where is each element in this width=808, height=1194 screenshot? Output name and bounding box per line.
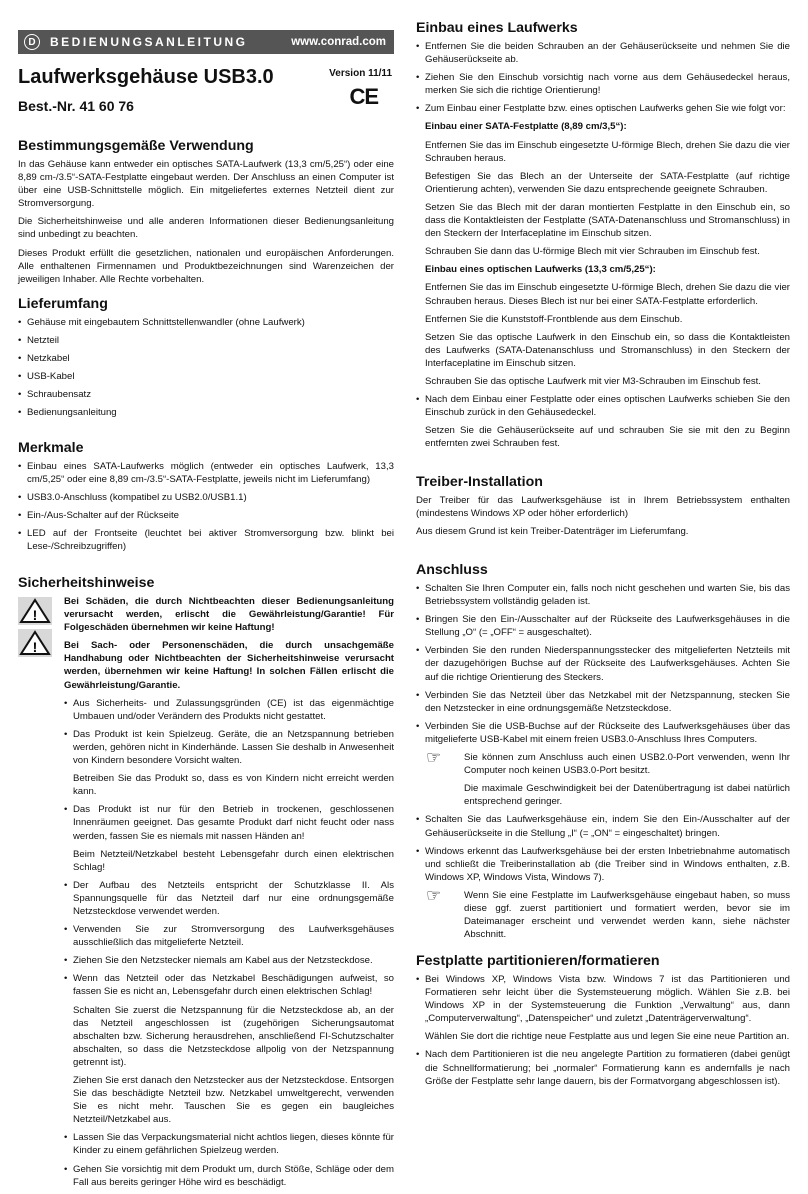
section-treiber <box>416 474 790 543</box>
section-anschluss <box>416 562 790 946</box>
list-item: • Schraubensatz <box>18 388 394 401</box>
paragraph: Beim Netzteil/Netzkabel besteht Lebensgefahr durch einen elektrischen Schlag! <box>73 848 394 873</box>
paragraph: Setzen Sie die Gehäuserückseite auf und schrauben Sie sie mit den zu Beginn entfernten zwei Schrauben fest. <box>425 425 790 450</box>
paragraph: Ziehen Sie erst danach den Netzstecker aus der Netzsteckdose. Entsorgen Sie das beschädigte Netzteil bzw. Netzkabel umweltgerecht, verwenden Sie es nicht mehr. Tauschen Sie es gegen ein baugleiches Netzteil/Netzkabel aus. <box>73 1075 394 1126</box>
list-item: • Ein-/Aus-Schalter auf der Rückseite <box>18 509 394 522</box>
list-item: • Aus Sicherheits- und Zulassungsgründen (CE) ist das eigenmächtige Umbauen und/oder Verändern des Produkts nicht gestattet. <box>64 697 394 723</box>
paragraph: Betreiben Sie das Produkt so, dass es von Kindern nicht erreicht werden kann. <box>73 773 394 798</box>
install-list <box>416 40 790 115</box>
section-title: Lieferumfang <box>18 296 108 312</box>
section-lieferumfang <box>18 296 394 425</box>
subheading: Einbau einer SATA-Festplatte (8,89 cm/3,5“): <box>425 121 627 133</box>
list-item: • Verbinden Sie das Netzteil über das Netzkabel mit der Netzspannung, stecken Sie den Netzstecker in eine ordnungsgemäße Netzsteckdose. <box>416 689 790 715</box>
paragraph: Entfernen Sie die Kunststoff-Frontblende aus dem Einschub. <box>425 313 683 325</box>
partition-list-2 <box>416 1048 790 1087</box>
list-item: • Ziehen Sie den Netzstecker niemals am Kabel aus der Netzsteckdose. <box>64 954 394 967</box>
section-title: Merkmale <box>18 440 84 456</box>
language-badge: D <box>24 34 40 50</box>
list-item: • Entfernen Sie die beiden Schrauben an der Gehäuserückseite und nehmen Sie die Gehäuserückseite ab. <box>416 40 790 66</box>
list-item: • Das Produkt ist kein Spielzeug. Geräte, die an Netzspannung betrieben werden, gehören nicht in Kinderhände. Lassen Sie deshalb in Anwesenheit von Kindern besondere Vorsicht walten. <box>64 728 394 767</box>
list-item: • Ziehen Sie den Einschub vorsichtig nach vorne aus dem Gehäusedeckel heraus, merken Sie sich die richtige Orientierung! <box>416 71 790 97</box>
svg-text:!: ! <box>32 639 38 655</box>
svg-text:!: ! <box>32 607 38 623</box>
section-sicherheit <box>18 575 394 1194</box>
subheading: Einbau eines optischen Laufwerks (13,3 cm/5,25“): <box>425 264 656 276</box>
paragraph: Setzen Sie das Blech mit der daran montierten Festplatte in den Einschub ein, so dass die Kontaktleisten der Festplatte (SATA-Datenanschluss und Stromanschluss) in den Steckern der Interfaceplatine im Einschub sitzen. <box>425 201 790 240</box>
list-item: • Nach dem Partitionieren ist die neu angelegte Partition zu formatieren (dabei genügt die Schnellformatierung; bei „normaler“ Formatierung kann es andernfalls je nach Größe der Festplatte sehr lange dauern, bis der Formatvorgang abgeschlossen ist). <box>416 1048 790 1087</box>
list-item: • Windows erkennt das Laufwerksgehäuse bei der ersten Inbetriebnahme automatisch und schließt die Treiberinstallation ab (die Treiber sind in Windows enthalten, z.B. Windows XP, Windows Vista, Windows 7). <box>416 845 790 884</box>
paragraph: Setzen Sie das optische Laufwerk in den Einschub ein, so dass die Kontaktleisten des Laufwerks (SATA-Datenanschluss und Stromanschluss) in den Steckern der Interfaceplatine im Einschub sitzen. <box>425 331 790 369</box>
list-item: • Verbinden Sie den runden Niederspannungsstecker des mitgelieferten Netzteils mit der dazugehörigen Buchse auf der Rückseite des Laufwerksgehäuses. Achten Sie auf die richtige Orientierung des Steckers. <box>416 644 790 683</box>
list-item: • Zum Einbau einer Festplatte bzw. eines optischen Laufwerks gehen Sie wie folgt vor: <box>416 102 790 115</box>
tip-block <box>416 885 790 941</box>
tip-text: Die maximale Geschwindigkeit bei der Datenübertragung ist dabei natürlich entsprechend geringer. <box>464 783 790 808</box>
list-item: • Der Aufbau des Netzteils entspricht der Schutzklasse II. Als Spannungsquelle für das Netzteil darf nur eine ordnungsgemäße Netzsteckdose verwendet werden. <box>64 879 394 918</box>
list-item: • Schalten Sie Ihren Computer ein, falls noch nicht geschehen und warten Sie, bis das Betriebssystem vollständig geladen ist. <box>416 582 790 608</box>
list-item: • Netzteil <box>18 334 394 347</box>
list-item: • Gehen Sie vorsichtig mit dem Produkt um, durch Stöße, Schläge oder dem Fall aus bereits geringer Höhe wird es beschädigt. <box>64 1163 394 1189</box>
list-item: • USB3.0-Anschluss (kompatibel zu USB2.0/USB1.1) <box>18 491 394 504</box>
paragraph: In das Gehäuse kann entweder ein optisches SATA-Laufwerk (13,3 cm/5,25“) oder eine 8,89 cm-/3.5“-SATA-Festplatte eingebaut werden. Der Anschluss an einen Computer ist über eine USB-Schnittstelle möglich. Ein mitgeliefertes externes Netzteil dient zur Stromversorgung. <box>18 159 394 210</box>
delivery-list <box>18 316 394 420</box>
paragraph: Wählen Sie dort die richtige neue Festplatte aus und legen Sie eine neue Partition an. <box>425 1031 790 1043</box>
paragraph: Entfernen Sie das im Einschub eingesetzte U-förmige Blech, drehen Sie dazu die vier Schrauben heraus. <box>425 139 790 164</box>
paragraph: Befestigen Sie das Blech an der Unterseite der SATA-Festplatte (auf richtige Orientierung achten), verwenden Sie dazu entsprechende geeignete Schrauben. <box>425 170 790 195</box>
section-einbau <box>416 20 790 455</box>
list-item: • Lassen Sie das Verpackungsmaterial nicht achtlos liegen, dieses könnte für Kinder zu einem gefährlichen Spielzeug werden. <box>64 1131 394 1157</box>
list-item: • Verwenden Sie zur Stromversorgung des Laufwerksgehäuses ausschließlich das mitgelieferte Netzteil. <box>64 923 394 949</box>
list-item: • Bedienungsanleitung <box>18 406 394 419</box>
section-bestimmung <box>18 138 394 291</box>
pointing-hand-icon: ☞ <box>426 885 442 905</box>
tip-block <box>416 748 790 808</box>
pointing-hand-icon: ☞ <box>426 748 442 768</box>
list-item: • Einbau eines SATA-Laufwerks möglich (entweder ein optisches Laufwerk, 13,3 cm/5,25“ oder eine 8,89 cm-/3.5“-SATA-Festplatte, jeweils nicht im Lieferumfang) <box>18 460 394 486</box>
connect-list-2 <box>416 813 790 883</box>
paragraph: Dieses Produkt erfüllt die gesetzlichen, nationalen und europäischen Anforderungen. Alle enthaltenen Firmennamen und Produktbezeichnungen sind Warenzeichen der jeweiligen Inhaber. Alle Rechte vorbehalten. <box>18 247 394 285</box>
header-banner <box>18 30 394 54</box>
list-item: • USB-Kabel <box>18 370 394 383</box>
section-title: Anschluss <box>416 562 488 578</box>
section-title: Festplatte partitionieren/formatieren <box>416 953 660 969</box>
section-title: Einbau eines Laufwerks <box>416 20 578 36</box>
safety-list <box>64 697 394 1189</box>
list-item: • Wenn das Netzteil oder das Netzkabel Beschädigungen aufweist, so fassen Sie es nicht an, Lebensgefahr durch einen elektrischen Schlag! <box>64 972 394 998</box>
partition-list <box>416 973 790 1025</box>
warning-text: Bei Sach- oder Personenschäden, die durch unsachgemäße Handhabung oder Nichtbeachten der Sicherheitshinweise verursacht werden, übernehmen wir keine Haftung! In solchen Fällen erlischt die Gewährleistung/Garantie. <box>64 640 394 691</box>
header-title: BEDIENUNGSANLEITUNG <box>50 35 248 49</box>
paragraph: Entfernen Sie das im Einschub eingesetzte U-förmige Blech, drehen Sie dazu die vier Schrauben heraus. Dieses Blech ist nur bei einer SATA-Festplatte erforderlich. <box>425 282 790 307</box>
header-url: www.conrad.com <box>291 36 386 48</box>
title-block <box>18 66 394 126</box>
feature-list <box>18 460 394 554</box>
warning-block <box>18 595 394 1189</box>
list-item: • Nach dem Einbau einer Festplatte oder eines optischen Laufwerks schieben Sie den Einschub zurück in den Gehäusedeckel. <box>416 393 790 419</box>
warning-triangle-icon <box>18 597 52 625</box>
install-list-2 <box>416 393 790 419</box>
version-label: Version 11/11 <box>329 68 392 79</box>
list-item: • Das Produkt ist nur für den Betrieb in trockenen, geschlossenen Innenräumen geeignet. Das gesamte Produkt darf nicht feucht oder nass werden, fassen Sie es niemals mit nassen Händen an! <box>64 803 394 842</box>
tip-text: Wenn Sie eine Festplatte im Laufwerksgehäuse eingebaut haben, so muss diese ggf. zuerst partitioniert und formatiert werden, bevor sie im Dateimanager erscheint und verwendet werden kann, siehe nächster Abschnitt. <box>464 889 790 941</box>
paragraph: Schrauben Sie dann das U-förmige Blech mit vier Schrauben im Einschub fest. <box>425 246 760 258</box>
list-item: • Netzkabel <box>18 352 394 365</box>
tip-text: Sie können zum Anschluss auch einen USB2.0-Port verwenden, wenn Ihr Computer noch keinen USB3.0-Port besitzt. <box>464 752 790 777</box>
paragraph: Schalten Sie zuerst die Netzspannung für die Netzsteckdose ab, an der das Netzteil angeschlossen ist (zugehörigen Sicherungsautomat abschalten bzw. Sicherung herausdrehen, anschließend FI-Schutzschalter abschalten, so dass die Netzsteckdose allpolig von der Netzspannung getrennt ist). <box>73 1004 394 1068</box>
warning-text: Bei Schäden, die durch Nichtbeachten dieser Bedienungsanleitung verursacht werden, erlischt die Gewährleistung/Garantie! Für Folgeschäden übernehmen wir keine Haftung! <box>64 596 394 634</box>
ce-mark-icon: CE <box>349 84 378 109</box>
section-title: Sicherheitshinweise <box>18 575 155 591</box>
section-merkmale <box>18 440 394 559</box>
list-item: • Bei Windows XP, Windows Vista bzw. Windows 7 ist das Partitionieren und Formatieren sehr leicht über die Systemsteuerung möglich. Wählen Sie z.B. bei Windows XP in der Systemsteuerung die Funktion „Verwaltung“ aus, dann „Computerverwaltung“, „Datenspeicher“ und zuletzt „Datenträgerverwaltung“. <box>416 973 790 1025</box>
list-item: • Gehäuse mit eingebautem Schnittstellenwandler (ohne Laufwerk) <box>18 316 394 329</box>
connect-list <box>416 582 790 746</box>
paragraph: Der Treiber für das Laufwerksgehäuse ist in Ihrem Betriebssystem enthalten (mindestens Windows XP oder höher erforderlich) <box>416 495 790 520</box>
list-item: • Schalten Sie das Laufwerksgehäuse ein, indem Sie den Ein-/Ausschalter auf der Gehäuserückseite in die Stellung „I“ (= „ON“ = eingeschaltet) bringen. <box>416 813 790 839</box>
section-partition <box>416 953 790 1093</box>
paragraph: Schrauben Sie das optische Laufwerk mit vier M3-Schrauben im Einschub fest. <box>425 375 761 387</box>
product-title: Laufwerksgehäuse USB3.0 <box>18 66 274 88</box>
paragraph: Die Sicherheitshinweise und alle anderen Informationen dieser Bedienungsanleitung sind unbedingt zu beachten. <box>18 216 394 241</box>
paragraph: Aus diesem Grund ist kein Treiber-Datenträger im Lieferumfang. <box>416 526 689 538</box>
section-title: Bestimmungsgemäße Verwendung <box>18 138 254 154</box>
list-item: • LED auf der Frontseite (leuchtet bei aktiver Stromversorgung bzw. blinkt bei Lese-/Schreibzugriffen) <box>18 527 394 553</box>
warning-triangle-icon <box>18 629 52 657</box>
order-number: Best.-Nr. 41 60 76 <box>18 98 134 114</box>
list-item: • Verbinden Sie die USB-Buchse auf der Rückseite des Laufwerksgehäuses über das mitgelieferte USB-Kabel mit einem freien USB3.0-Anschluss Ihres Computers. <box>416 720 790 746</box>
section-title: Treiber-Installation <box>416 474 543 490</box>
list-item: • Bringen Sie den Ein-/Ausschalter auf der Rückseite des Laufwerksgehäuses in die Stellung „O“ (= „OFF“ = ausgeschaltet). <box>416 613 790 639</box>
